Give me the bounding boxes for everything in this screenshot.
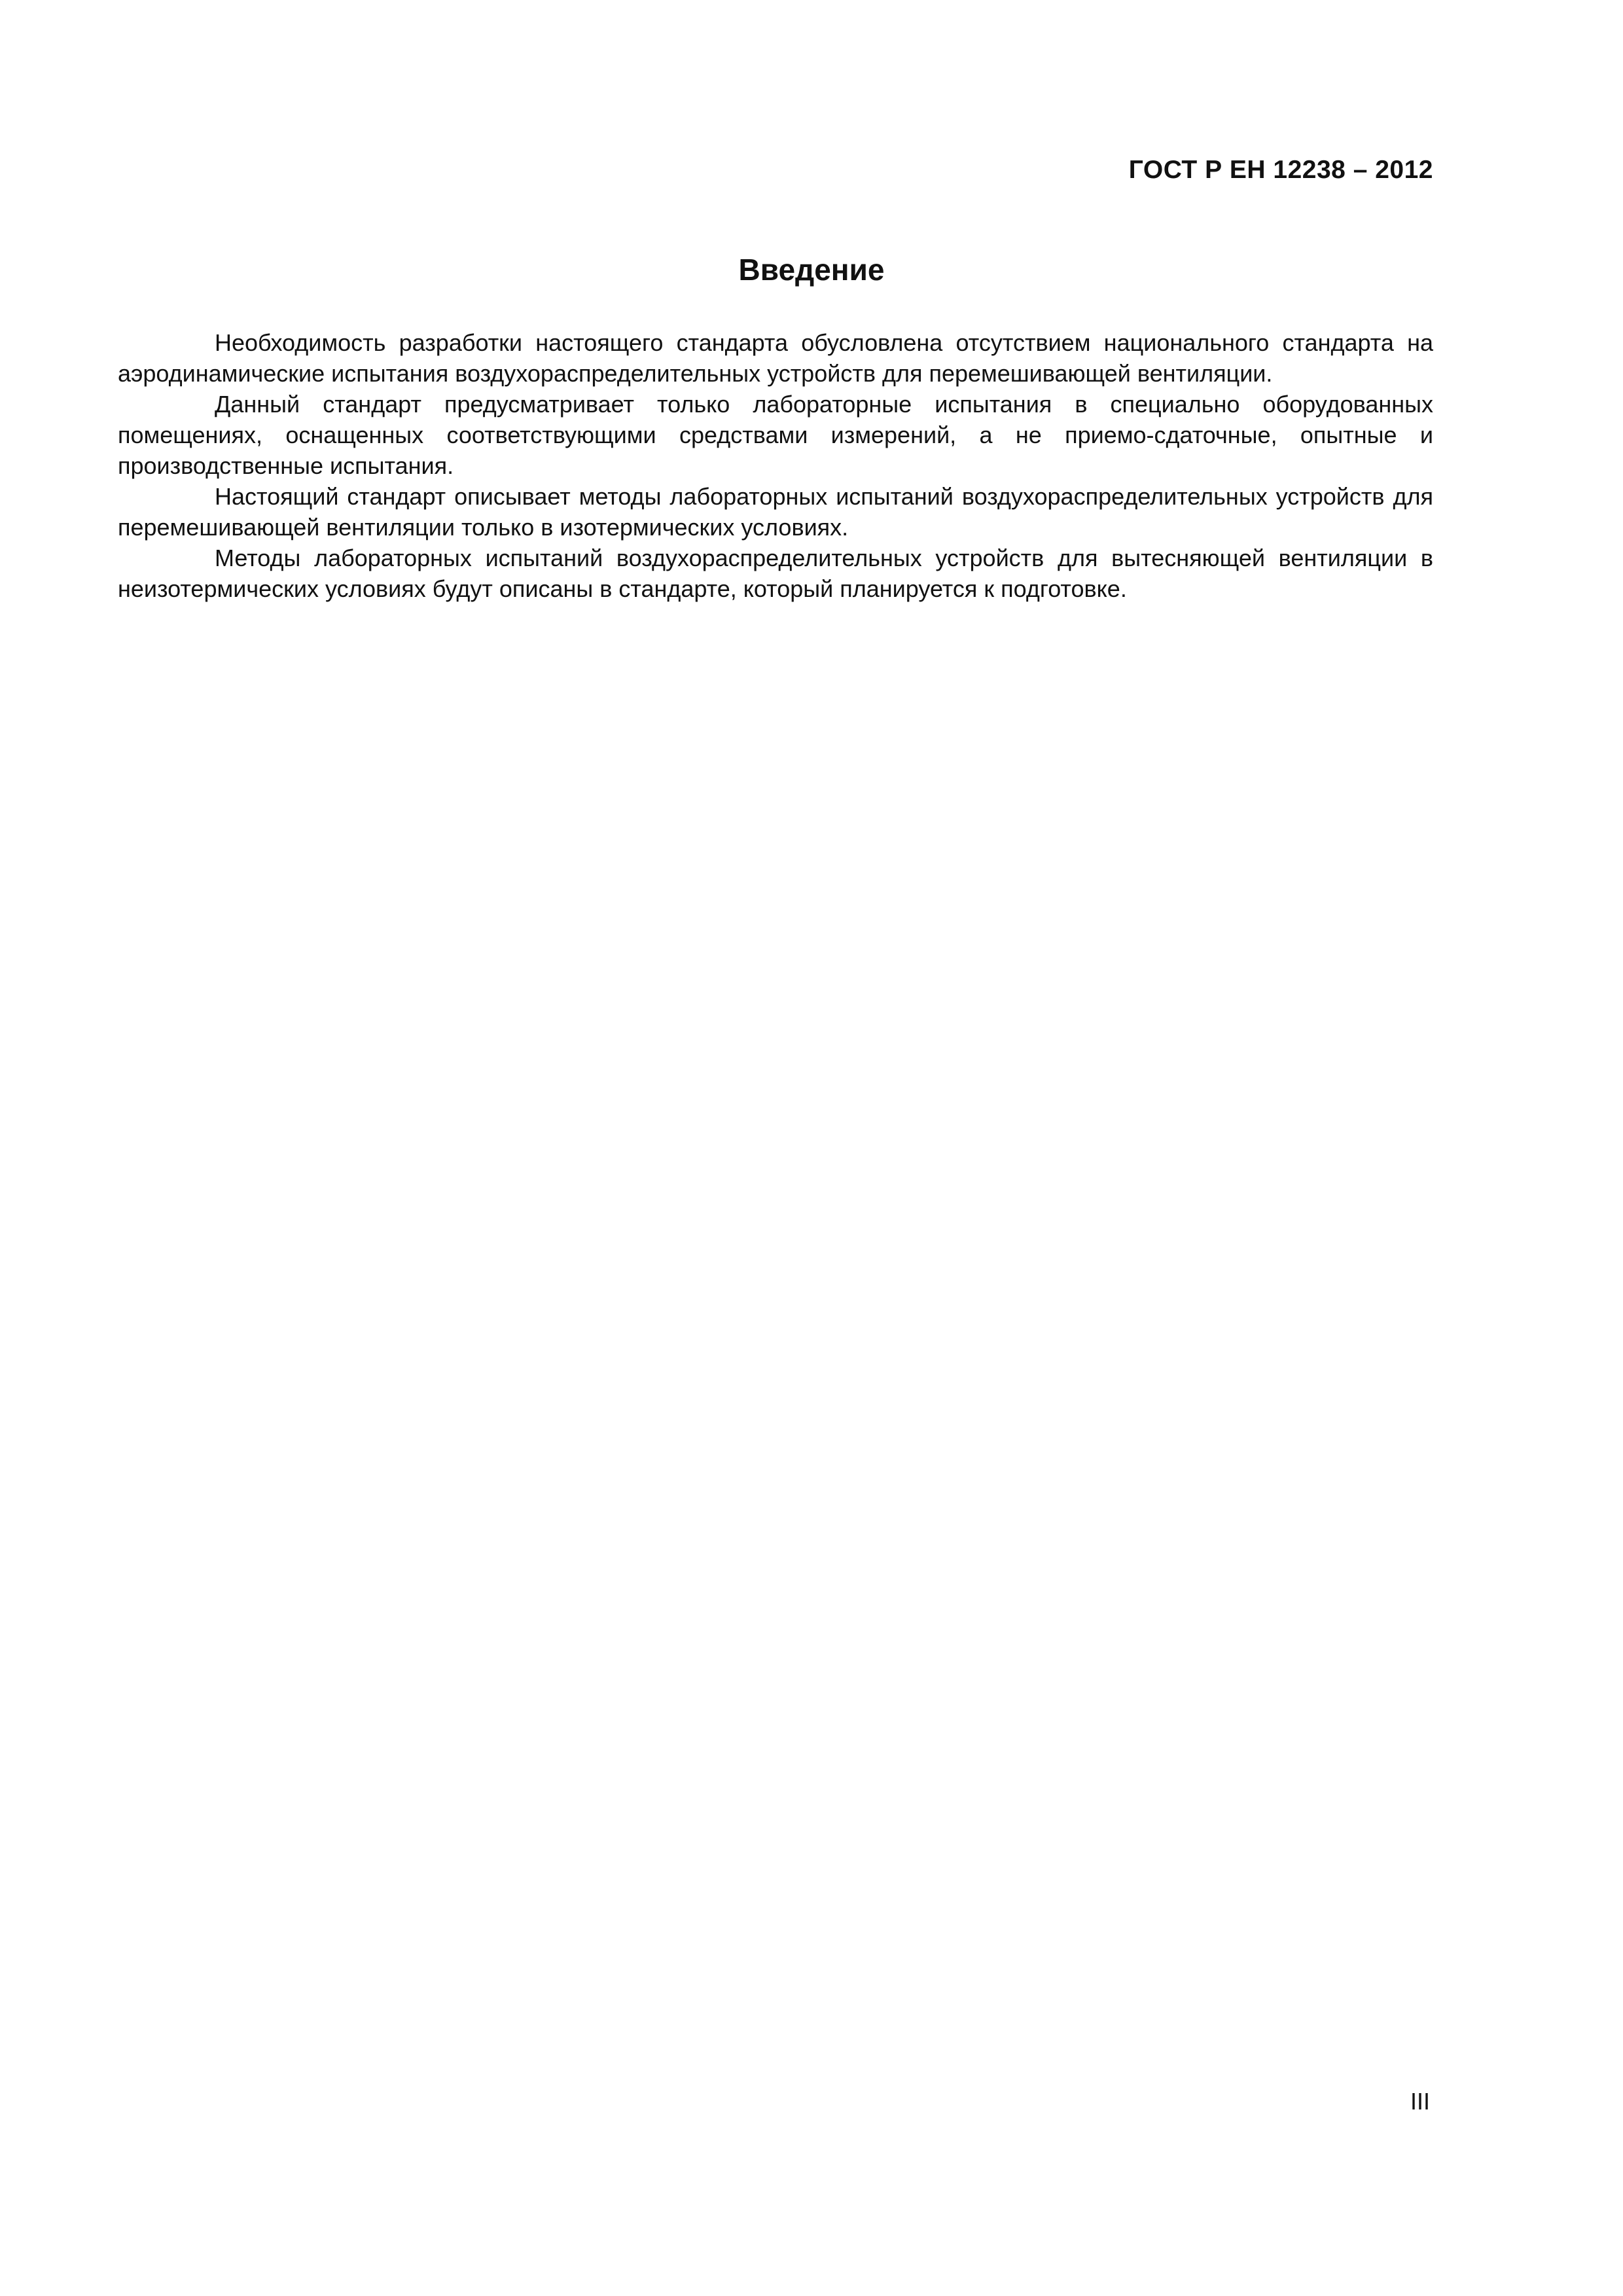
body-text: [118, 327, 1433, 604]
document-code-header: ГОСТ Р ЕН 12238 – 2012: [1128, 156, 1433, 184]
paragraph-1: Необходимость разработки настоящего стандарта обусловлена отсутствием национального стандарта на аэродинамические испытания воздухораспределительных устройств для перемешивающей вентиляции.: [118, 329, 1433, 387]
paragraph-3: Настоящий стандарт описывает методы лабораторных испытаний воздухораспределительных устройств для перемешивающей вентиляции только в изотермических условиях.: [118, 483, 1433, 541]
section-title: Введение: [738, 253, 885, 287]
paragraph-4: Методы лабораторных испытаний воздухораспределительных устройств для вытесняющей вентиляции в неизотермических условиях будут описаны в стандарте, который планируется к подготовке.: [118, 545, 1433, 602]
paragraph-2: Данный стандарт предусматривает только лабораторные испытания в специально оборудованных помещениях, оснащенных соответствующими средствами измерений, а не приемо-сдаточные, опытные и производственные испытания.: [118, 391, 1433, 479]
page-number: III: [1410, 2088, 1430, 2115]
